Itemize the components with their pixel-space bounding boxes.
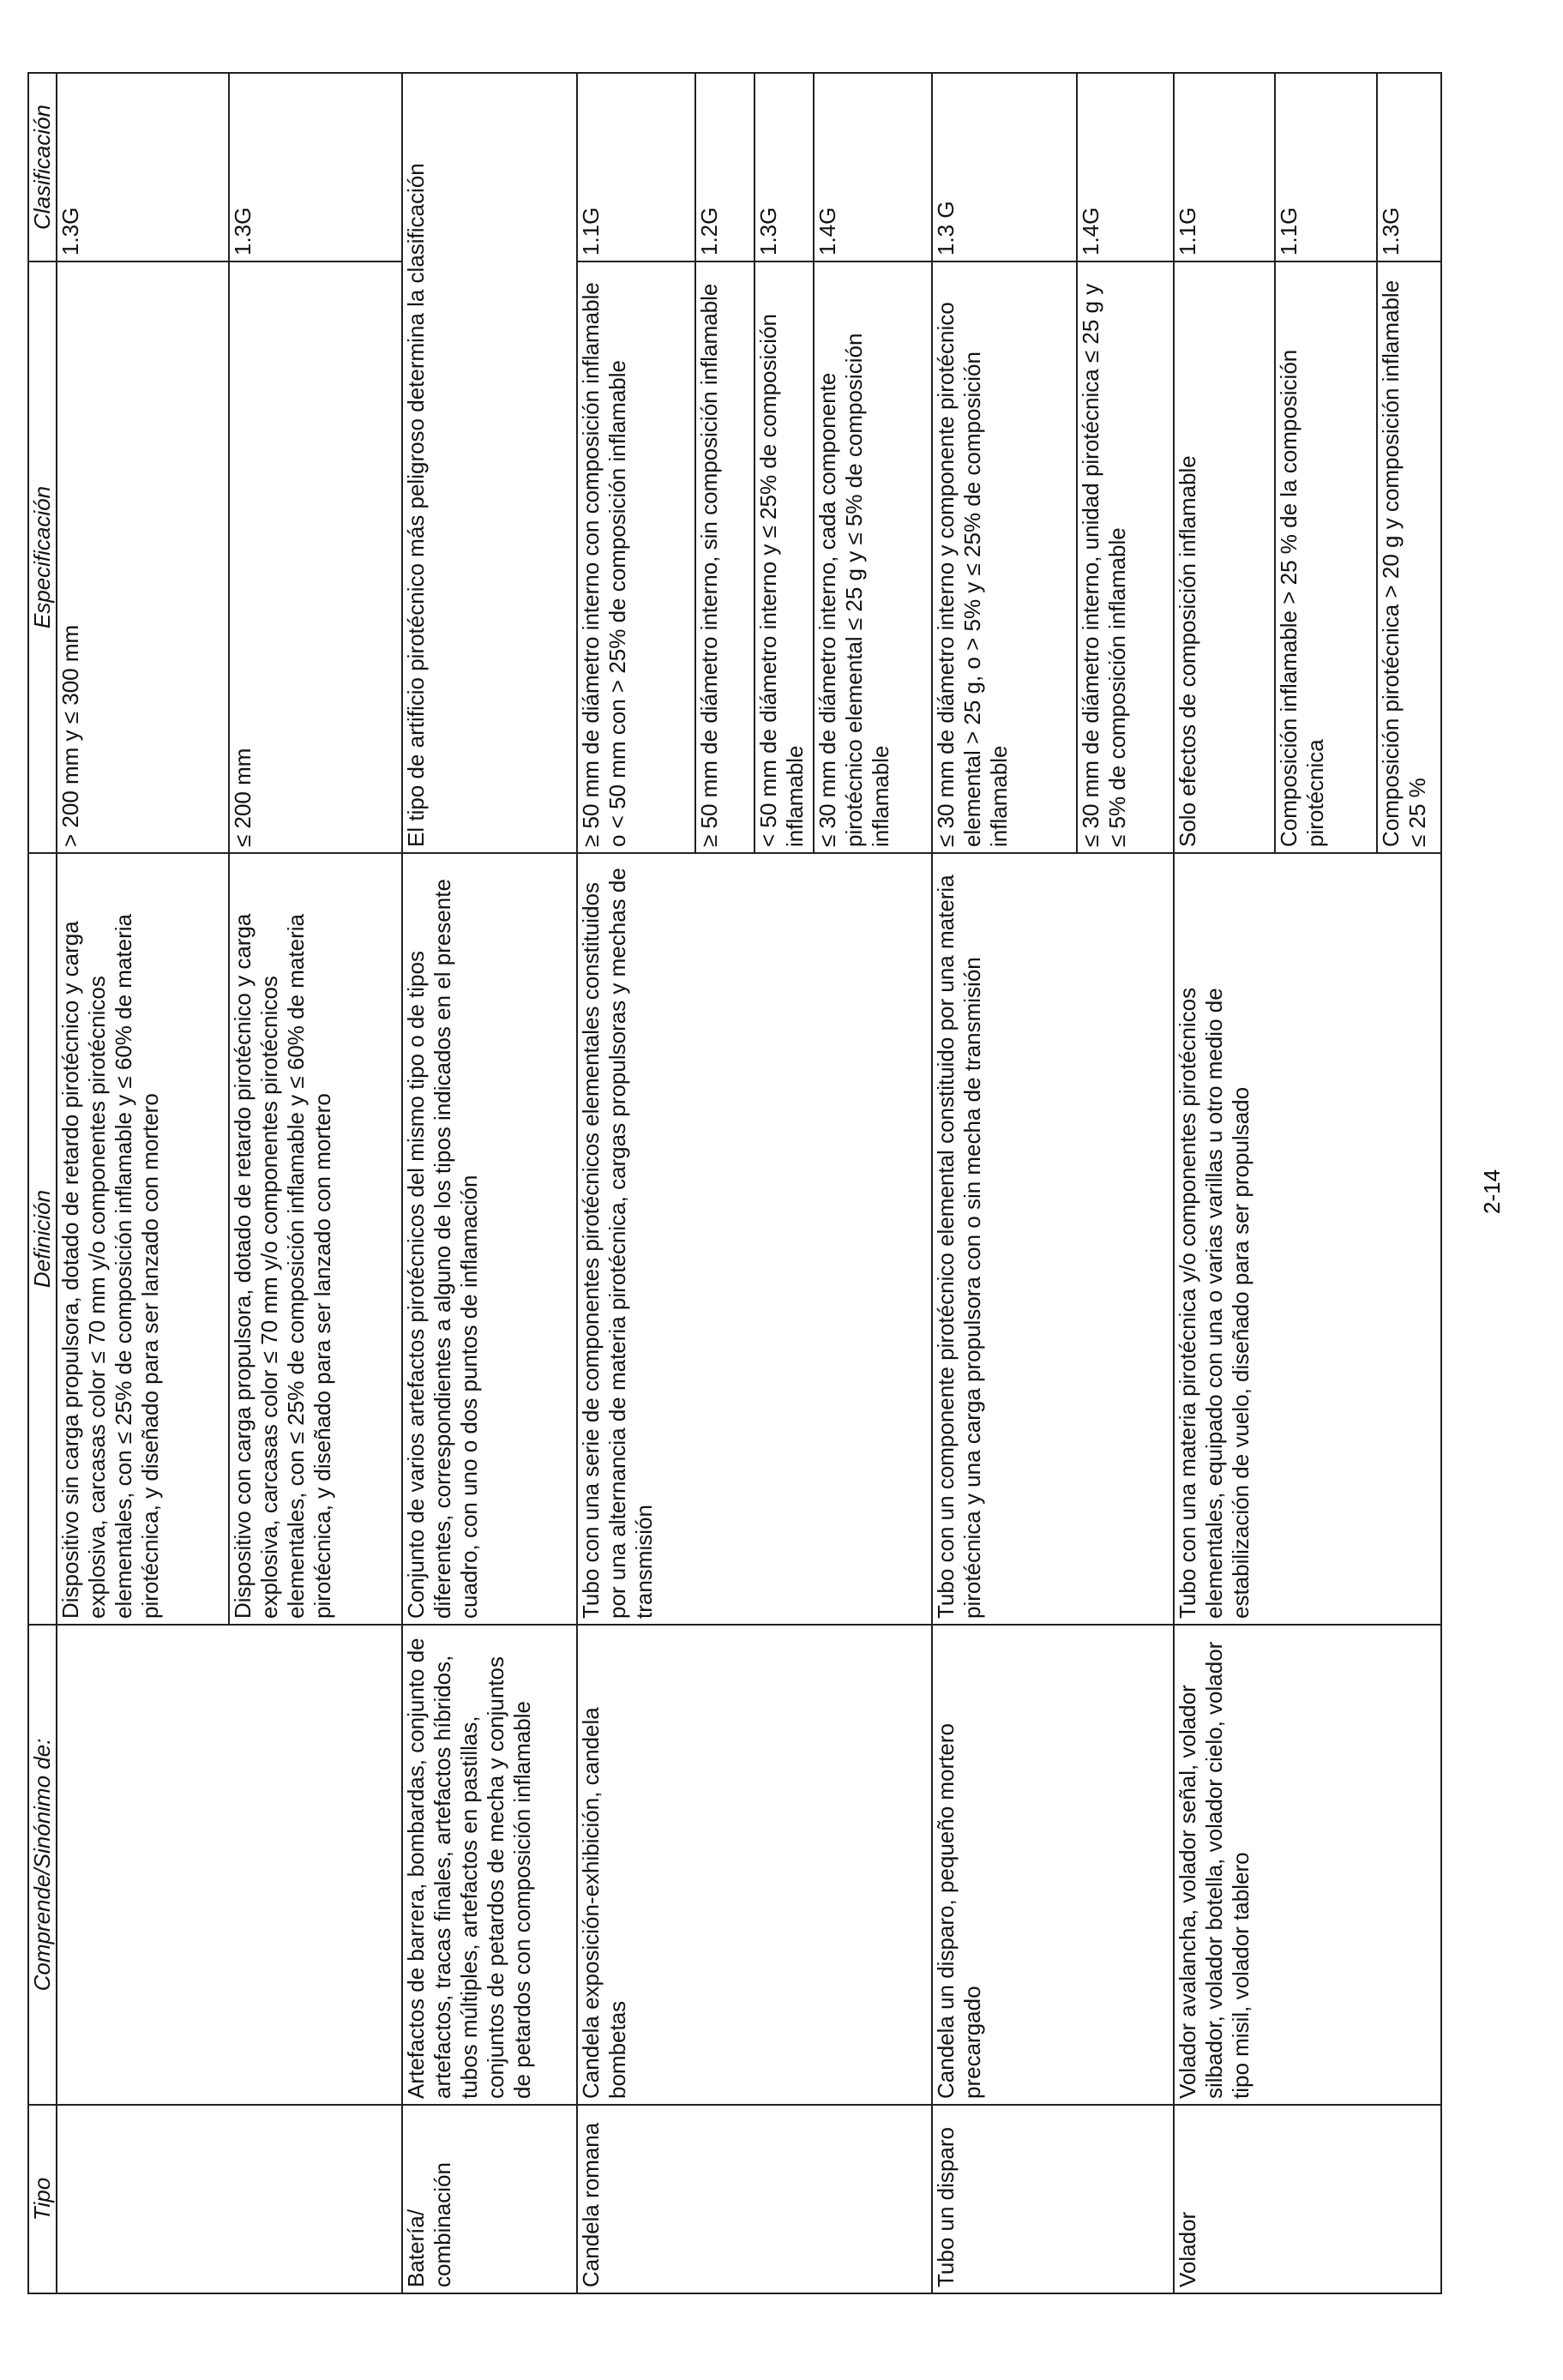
especificacion-cell: ≤ 30 mm de diámetro interno, cada componente pirotécnico elemental ≤ 25 g y ≤ 5% de composición inflamable <box>814 261 932 853</box>
table-row <box>577 73 695 2293</box>
clasificacion-cell: 1.3G <box>754 73 814 261</box>
clasificacion-cell: 1.1G <box>1174 73 1275 261</box>
definicion-cell: Tubo con una materia pirotécnica y/o componentes pirotécnicos elementales, equipado con una o varias varillas u otro medio de estabilización de vuelo, diseñado para ser propulsado <box>1174 853 1441 1625</box>
comprende-cell-empty <box>57 1625 402 2105</box>
definicion-cell: Dispositivo con carga propulsora, dotado de retardo pirotécnico y carga explosiva, carcasas color ≤ 70 mm y/o componentes pirotécnicos elementales, con ≤ 25% de composición inflamable y ≤ 60% de materia pirotécnica, y diseñado para ser lanzado con mortero <box>229 853 401 1625</box>
table-row <box>402 73 578 2293</box>
especificacion-cell: < 50 mm de diámetro interno y ≤ 25% de composición inflamable <box>754 261 814 853</box>
clasificacion-cell: 1.3G <box>57 73 229 261</box>
especificacion-cell: El tipo de artificio pirotécnico más peligroso determina la clasificación <box>402 73 578 853</box>
comprende-cell: Artefactos de barrera, bombardas, conjunto de artefactos, tracas finales, artefactos híbridos, tubos múltiples, artefactos en pastillas, conjuntos de petardos de mecha y conjuntos de petardos con composición inflamable <box>402 1625 578 2105</box>
comprende-cell: Candela exposición-exhibición, candela bombetas <box>577 1625 931 2105</box>
especificacion-cell: ≥ 50 mm de diámetro interno con composición inflamable o < 50 mm con > 25% de composición inflamable <box>577 261 695 853</box>
header-definicion: Definición <box>28 853 57 1625</box>
header-especificacion: Especificación <box>28 261 57 853</box>
tipo-cell: Volador <box>1174 2105 1441 2293</box>
tipo-cell-empty <box>57 2105 402 2293</box>
header-clasificacion: Clasificación <box>28 73 57 261</box>
especificacion-cell: ≤ 200 mm <box>229 261 401 853</box>
table-row <box>1174 73 1275 2293</box>
clasificacion-cell: 1.1G <box>1275 73 1376 261</box>
definicion-cell: Tubo con una serie de componentes pirotécnicos elementales constituidos por una alternancia de materia pirotécnica, cargas propulsoras y mechas de transmisión <box>577 853 931 1625</box>
header-row <box>28 73 57 2293</box>
page-number: 2-14 <box>1479 1169 1505 1214</box>
especificacion-cell: Composición pirotécnica > 20 g y composición inflamable ≤ 25 % <box>1377 261 1441 853</box>
clasificacion-cell: 1.3G <box>229 73 401 261</box>
classification-table <box>27 72 1442 2294</box>
tipo-cell: Batería/ combinación <box>402 2105 578 2293</box>
table-row <box>932 73 1077 2293</box>
clasificacion-cell: 1.2G <box>695 73 754 261</box>
clasificacion-cell: 1.1G <box>577 73 695 261</box>
comprende-cell: Candela un disparo, pequeño mortero precargado <box>932 1625 1174 2105</box>
definicion-cell: Dispositivo sin carga propulsora, dotado de retardo pirotécnico y carga explosiva, carcasas color ≤ 70 mm y/o componentes pirotécnicos elementales, con ≤ 25% de composición inflamable y ≤ 60% de materia pirotécnica, y diseñado para ser lanzado con mortero <box>57 853 229 1625</box>
definicion-cell: Tubo con un componente pirotécnico elemental constituido por una materia pirotécnica y una carga propulsora con o sin mecha de transmisión <box>932 853 1174 1625</box>
especificacion-cell: > 200 mm y ≤ 300 mm <box>57 261 229 853</box>
tipo-cell: Candela romana <box>577 2105 931 2293</box>
definicion-cell: Conjunto de varios artefactos pirotécnicos del mismo tipo o de tipos diferentes, correspondientes a alguno de los tipos indicados en el presente cuadro, con uno o dos puntos de inflamación <box>402 853 578 1625</box>
especificacion-cell: ≤ 30 mm de diámetro interno y componente pirotécnico elemental > 25 g, o > 5% y ≤ 25% de composición inflamable <box>932 261 1077 853</box>
especificacion-cell: Solo efectos de composición inflamable <box>1174 261 1275 853</box>
especificacion-cell: ≤ 30 mm de diámetro interno, unidad pirotécnica ≤ 25 g y ≤ 5% de composición inflamable <box>1077 261 1174 853</box>
especificacion-cell: ≥ 50 mm de diámetro interno, sin composición inflamable <box>695 261 754 853</box>
clasificacion-cell: 1.3 G <box>932 73 1077 261</box>
especificacion-cell: Composición inflamable > 25 % de la composición pirotécnica <box>1275 261 1376 853</box>
comprende-cell: Volador avalancha, volador señal, volador silbador, volador botella, volador cielo, volador tipo misil, volador tablero <box>1174 1625 1441 2105</box>
clasificacion-cell: 1.4G <box>814 73 932 261</box>
table-row <box>57 73 229 2293</box>
clasificacion-cell: 1.4G <box>1077 73 1174 261</box>
header-tipo: Tipo <box>28 2105 57 2293</box>
tipo-cell: Tubo un disparo <box>932 2105 1174 2293</box>
header-comprende: Comprende/Sinónimo de: <box>28 1625 57 2105</box>
clasificacion-cell: 1.3G <box>1377 73 1441 261</box>
